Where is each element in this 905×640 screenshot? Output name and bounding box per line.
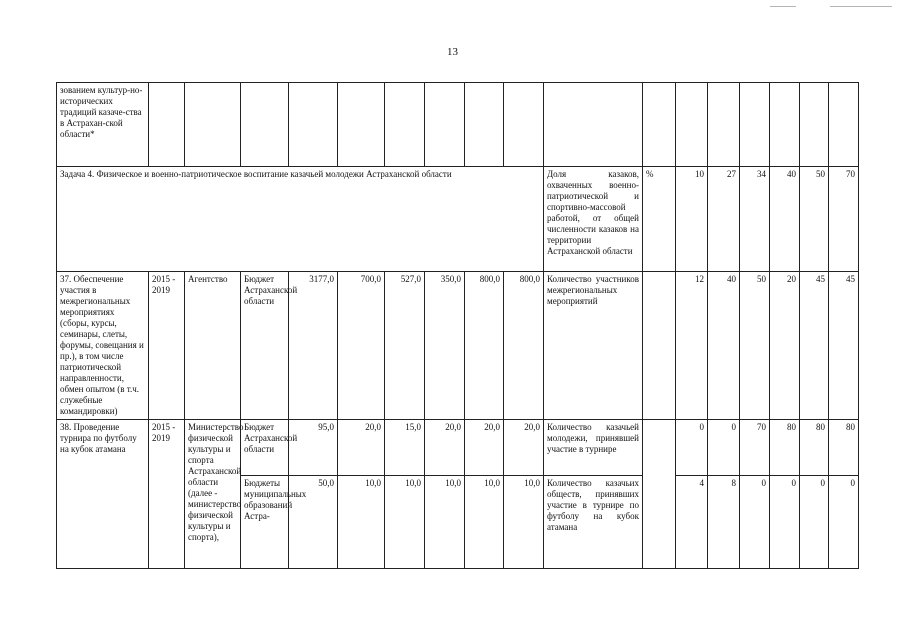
value-cell: 34 [740, 167, 770, 272]
value-cell: 4 [676, 476, 708, 569]
amount-cell: 20,0 [465, 420, 504, 476]
value-cell: 45 [829, 272, 859, 420]
measure-name-cell: 38. Проведение турнира по футболу на кубок атамана [57, 420, 149, 569]
measure-name-cell: 37. Обеспечение участия в межрегиональных мероприятиях (сборы, курсы, семинары, слеты, форумы, совещания и пр.), в том числе патриотической направленности, обмен опытом (в т.ч. служебные командировки) [57, 272, 149, 420]
page-number: 13 [447, 46, 458, 58]
indicator-cell: Доля казаков, охваченных военно-патриотической и спортивно-массовой работой, от общей численности казаков на территории Астраханской области [544, 167, 643, 272]
amount-cell: 15,0 [385, 420, 425, 476]
amount-cell: 700,0 [338, 272, 385, 420]
period-cell: 2015 - 2019 [149, 272, 185, 420]
amount-cell: 800,0 [465, 272, 504, 420]
amount-cell: 527,0 [385, 272, 425, 420]
table-row [57, 272, 859, 420]
value-cell: 45 [800, 272, 829, 420]
scan-artifact [770, 6, 796, 7]
value-cell: 0 [800, 476, 829, 569]
value-cell: 27 [708, 167, 740, 272]
executor-cell: Агентство [185, 272, 241, 420]
period-cell: 2015 - 2019 [149, 420, 185, 569]
value-cell: 80 [829, 420, 859, 476]
measure-name-cell: зованием культур-но-исторических традиций казаче-ства в Астрахан-ской области* [57, 83, 149, 167]
source-cell: Бюджет Астраханской области [241, 420, 289, 476]
task-row [57, 167, 859, 272]
indicator-cell: Количество казачьих обществ, принявших участие в турнире по футболу на кубок атамана [544, 476, 643, 569]
value-cell: 10 [676, 167, 708, 272]
amount-cell: 20,0 [338, 420, 385, 476]
unit-cell [643, 272, 676, 420]
value-cell: 80 [770, 420, 800, 476]
value-cell: 70 [740, 420, 770, 476]
value-cell: 0 [740, 476, 770, 569]
amount-cell: 20,0 [425, 420, 465, 476]
unit-cell: % [643, 167, 676, 272]
value-cell: 0 [708, 420, 740, 476]
value-cell: 50 [800, 167, 829, 272]
value-cell: 12 [676, 272, 708, 420]
amount-cell: 800,0 [504, 272, 544, 420]
program-table [56, 82, 859, 569]
indicator-cell: Количество участников межрегиональных мероприятий [544, 272, 643, 420]
amount-cell: 10,0 [465, 476, 504, 569]
amount-cell: 10,0 [425, 476, 465, 569]
source-cell: Бюджет Астраханской области [241, 272, 289, 420]
indicator-cell: Количество казачьей молодежи, принявшей участие в турнире [544, 420, 643, 476]
amount-cell: 10,0 [385, 476, 425, 569]
value-cell: 0 [770, 476, 800, 569]
amount-cell: 3177,0 [289, 272, 338, 420]
value-cell: 40 [770, 167, 800, 272]
value-cell: 20 [770, 272, 800, 420]
table-row [57, 83, 859, 167]
source-cell: Бюджеты муниципальных образований Астра- [241, 476, 289, 569]
executor-cell: Министерство физической культуры и спорта Астраханской области (далее - министерство физической культуры и спорта), [185, 420, 241, 569]
value-cell: 8 [708, 476, 740, 569]
unit-cell [643, 420, 676, 569]
amount-cell: 20,0 [504, 420, 544, 476]
value-cell: 40 [708, 272, 740, 420]
amount-cell: 10,0 [338, 476, 385, 569]
scan-artifact [830, 6, 892, 7]
table-row [57, 420, 859, 476]
value-cell: 0 [829, 476, 859, 569]
task-title-cell: Задача 4. Физическое и военно-патриотическое воспитание казачьей молодежи Астраханской области [57, 167, 544, 272]
value-cell: 70 [829, 167, 859, 272]
amount-cell: 50,0 [289, 476, 338, 569]
amount-cell: 350,0 [425, 272, 465, 420]
value-cell: 0 [676, 420, 708, 476]
value-cell: 50 [740, 272, 770, 420]
amount-cell: 10,0 [504, 476, 544, 569]
value-cell: 80 [800, 420, 829, 476]
amount-cell: 95,0 [289, 420, 338, 476]
